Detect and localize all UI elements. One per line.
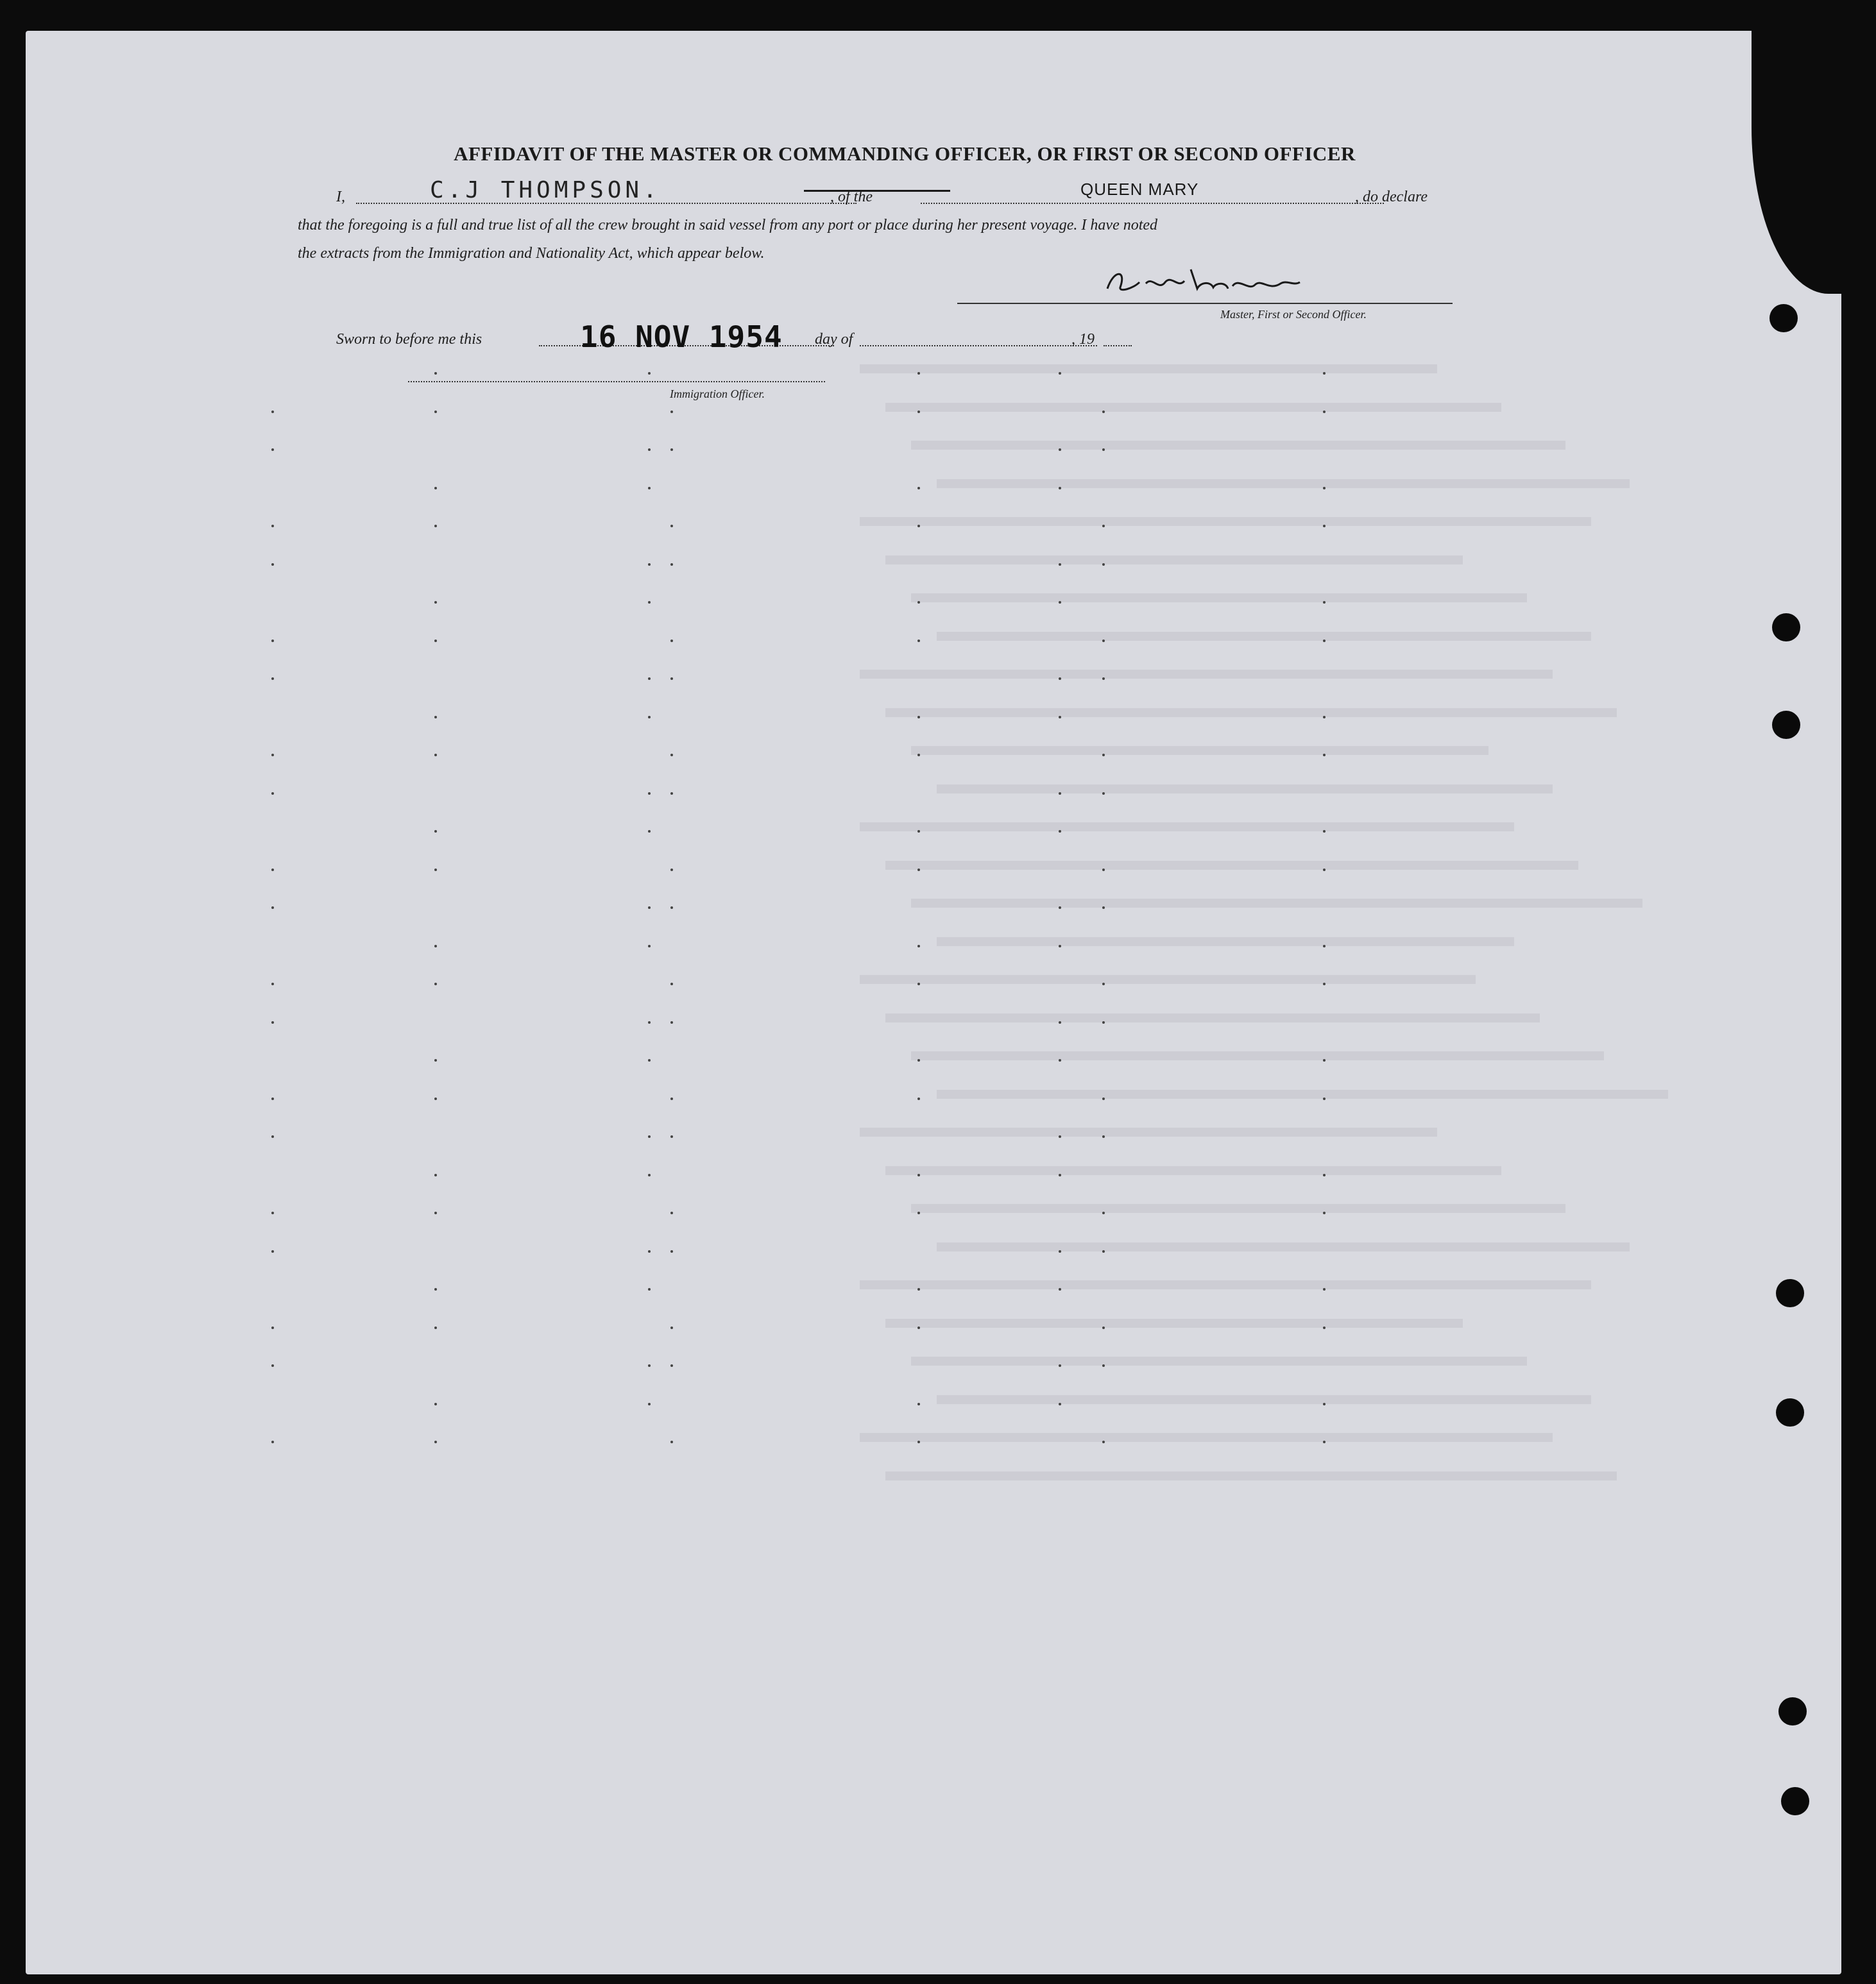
form-dot: [917, 754, 920, 756]
form-dot: [434, 830, 437, 833]
form-dot: [1059, 792, 1061, 795]
form-dot: [1059, 1288, 1061, 1291]
form-dot: [271, 1441, 274, 1443]
declare-prefix: I,: [336, 189, 345, 205]
sworn-label: Sworn to before me this: [336, 331, 482, 348]
form-dot: [670, 677, 673, 680]
bleed-through-line: [937, 1090, 1668, 1099]
form-dot: [670, 1135, 673, 1138]
form-dot: [917, 525, 920, 527]
form-dot: [670, 1021, 673, 1024]
form-dot: [271, 1364, 274, 1367]
form-dot: [271, 1327, 274, 1329]
form-dot: [648, 716, 651, 718]
form-dot: [1323, 525, 1326, 527]
form-dot: [648, 1364, 651, 1367]
form-dot: [648, 1059, 651, 1062]
form-dot: [271, 983, 274, 985]
form-dot: [271, 1098, 274, 1100]
form-dot: [670, 1250, 673, 1253]
punch-hole: [1776, 1398, 1804, 1427]
form-dot: [670, 411, 673, 413]
form-dot: [1059, 830, 1061, 833]
form-dot: [434, 716, 437, 718]
bleed-through-line: [885, 708, 1617, 717]
form-dot: [917, 640, 920, 642]
form-dot: [1102, 563, 1105, 566]
form-dot: [1102, 1212, 1105, 1214]
form-dot: [1102, 983, 1105, 985]
form-dot: [648, 1403, 651, 1405]
bleed-through-line: [937, 1395, 1591, 1404]
form-dot: [1059, 1364, 1061, 1367]
declaration-line-2: that the foregoing is a full and true list of all the crew brought in said vessel from any port or place during her present voyage. I have noted: [298, 217, 1158, 233]
form-dot: [271, 411, 274, 413]
form-dot: [1059, 1135, 1061, 1138]
form-dot: [271, 1250, 274, 1253]
form-dot: [1323, 1098, 1326, 1100]
form-dot: [434, 1212, 437, 1214]
bleed-through-line: [860, 1280, 1591, 1289]
bleed-through-text: [26, 31, 1841, 1974]
form-dot: [670, 525, 673, 527]
form-dot: [434, 1403, 437, 1405]
year-prefix: , 19: [1071, 331, 1095, 348]
punch-hole: [1778, 1697, 1807, 1725]
form-dot: [1059, 1021, 1061, 1024]
form-dot: [917, 1174, 920, 1176]
form-dot: [1323, 1403, 1326, 1405]
form-dot: [271, 906, 274, 909]
form-dot: [1102, 640, 1105, 642]
form-dot: [434, 945, 437, 947]
form-dot: [1059, 601, 1061, 604]
form-dot: [917, 830, 920, 833]
form-dot: [1102, 754, 1105, 756]
form-dot: [1102, 1441, 1105, 1443]
form-dot: [434, 1327, 437, 1329]
form-dot: [434, 1288, 437, 1291]
bleed-through-line: [885, 555, 1463, 564]
form-dot: [1059, 448, 1061, 451]
form-dot: [1102, 1364, 1105, 1367]
form-dot: [271, 1021, 274, 1024]
form-dot: [648, 1288, 651, 1291]
form-dot: [1102, 411, 1105, 413]
form-dot: [434, 1098, 437, 1100]
form-dot: [1323, 372, 1326, 375]
form-dot: [670, 869, 673, 871]
form-dot: [648, 792, 651, 795]
bleed-through-line: [937, 632, 1591, 641]
form-dot: [670, 1441, 673, 1443]
immigration-officer-caption: Immigration Officer.: [670, 387, 765, 400]
form-dot: [917, 411, 920, 413]
form-dot: [1323, 945, 1326, 947]
punch-hole: [1781, 1787, 1809, 1815]
form-dot: [1323, 1212, 1326, 1214]
form-dot: [434, 983, 437, 985]
form-dot: [434, 640, 437, 642]
form-dot: [1102, 869, 1105, 871]
form-dot: [1323, 1174, 1326, 1176]
punch-hole: [1776, 1279, 1804, 1307]
form-dot: [271, 563, 274, 566]
bleed-through-line: [860, 1128, 1437, 1137]
form-dot: [1323, 1288, 1326, 1291]
form-dot: [1059, 372, 1061, 375]
torn-corner: [1752, 24, 1848, 294]
bleed-through-line: [911, 593, 1527, 602]
bleed-through-line: [885, 861, 1578, 870]
form-dot: [1059, 1059, 1061, 1062]
form-dot: [271, 754, 274, 756]
form-dot: [917, 716, 920, 718]
form-dot: [670, 983, 673, 985]
bleed-through-line: [860, 822, 1514, 831]
form-dot: [1323, 1059, 1326, 1062]
form-dot: [670, 1327, 673, 1329]
form-dot: [1059, 716, 1061, 718]
form-dot: [1323, 640, 1326, 642]
officer-name: C.J THOMPSON.: [430, 177, 661, 203]
form-dot: [670, 1098, 673, 1100]
signature-scrawl: [1101, 263, 1306, 301]
form-dot: [1102, 1327, 1105, 1329]
title-rule: [804, 190, 950, 192]
form-dot: [670, 792, 673, 795]
form-dot: [1102, 1098, 1105, 1100]
form-dot: [1059, 677, 1061, 680]
form-dot: [1059, 1403, 1061, 1405]
form-dot: [1102, 448, 1105, 451]
form-dot: [670, 448, 673, 451]
form-dot: [648, 1135, 651, 1138]
form-dot: [648, 906, 651, 909]
bleed-through-line: [885, 1166, 1501, 1175]
form-dot: [1323, 487, 1326, 489]
form-dot: [670, 563, 673, 566]
form-dot: [670, 640, 673, 642]
bleed-through-line: [911, 441, 1565, 450]
form-dot: [648, 1021, 651, 1024]
form-dot: [271, 869, 274, 871]
form-dot: [434, 411, 437, 413]
form-dot: [1323, 601, 1326, 604]
form-dot: [434, 1059, 437, 1062]
form-dot: [648, 601, 651, 604]
signature-caption: Master, First or Second Officer.: [1220, 308, 1367, 321]
form-dot: [917, 1327, 920, 1329]
form-dot: [1102, 525, 1105, 527]
form-dot: [271, 1212, 274, 1214]
bleed-through-line: [911, 899, 1642, 908]
form-dot: [271, 1135, 274, 1138]
form-dot: [1323, 754, 1326, 756]
form-dot: [670, 754, 673, 756]
form-dot: [434, 601, 437, 604]
form-dot: [917, 1212, 920, 1214]
form-dot: [1059, 1250, 1061, 1253]
form-dot: [434, 754, 437, 756]
form-dot: [648, 563, 651, 566]
form-dot: [917, 372, 920, 375]
signature-line: [957, 303, 1453, 304]
form-dot: [917, 869, 920, 871]
do-declare-label: , do declare: [1355, 189, 1428, 205]
form-dot: [1102, 1135, 1105, 1138]
immigration-officer-line: [408, 381, 825, 382]
form-dot: [670, 906, 673, 909]
form-dot: [1059, 487, 1061, 489]
form-dot: [1102, 1250, 1105, 1253]
bleed-through-line: [885, 1013, 1540, 1022]
bleed-through-line: [860, 517, 1591, 526]
form-dot: [648, 372, 651, 375]
bleed-through-line: [937, 784, 1553, 793]
form-dot: [434, 525, 437, 527]
form-dot: [1323, 1327, 1326, 1329]
form-dot: [917, 1288, 920, 1291]
day-of-label: day of: [815, 331, 853, 348]
form-dot: [648, 1250, 651, 1253]
form-dot: [670, 1364, 673, 1367]
form-dot: [917, 1403, 920, 1405]
form-dot: [1102, 792, 1105, 795]
form-dot: [670, 1212, 673, 1214]
form-dot: [648, 830, 651, 833]
bleed-through-line: [911, 1357, 1527, 1366]
form-dot: [917, 1059, 920, 1062]
bleed-through-line: [911, 1051, 1604, 1060]
vessel-line: [921, 203, 1384, 204]
form-dot: [1323, 830, 1326, 833]
form-dot: [434, 1441, 437, 1443]
form-dot: [917, 1098, 920, 1100]
bleed-through-line: [860, 364, 1437, 373]
form-dot: [271, 677, 274, 680]
form-dot: [917, 983, 920, 985]
form-dot: [1059, 906, 1061, 909]
declaration-line-3: the extracts from the Immigration and Nationality Act, which appear below.: [298, 245, 765, 262]
form-dot: [917, 1441, 920, 1443]
of-the-label: , of the: [830, 189, 873, 205]
form-dot: [434, 869, 437, 871]
form-dot: [1102, 677, 1105, 680]
form-dot: [1323, 983, 1326, 985]
form-dot: [917, 601, 920, 604]
form-dot: [648, 487, 651, 489]
year-line: [1104, 345, 1132, 346]
form-dot: [1059, 563, 1061, 566]
bleed-through-line: [937, 479, 1630, 488]
master-signature: [1101, 263, 1306, 307]
form-dot: [1323, 716, 1326, 718]
form-dot: [917, 945, 920, 947]
form-dot: [271, 525, 274, 527]
form-dot: [1059, 945, 1061, 947]
bleed-through-line: [885, 403, 1501, 412]
form-dot: [1323, 869, 1326, 871]
form-dot: [917, 487, 920, 489]
punch-hole: [1772, 613, 1800, 641]
bleed-through-line: [911, 746, 1488, 755]
form-dot: [1059, 1174, 1061, 1176]
form-dot: [648, 448, 651, 451]
form-dot: [1323, 1441, 1326, 1443]
form-dot: [434, 372, 437, 375]
form-dot: [434, 487, 437, 489]
form-dot: [271, 448, 274, 451]
bleed-through-line: [860, 670, 1553, 679]
form-dot: [648, 945, 651, 947]
form-dot: [648, 677, 651, 680]
affidavit-title: AFFIDAVIT OF THE MASTER OR COMMANDING OFFICER, OR FIRST OR SECOND OFFICER: [454, 142, 1356, 165]
punch-hole: [1772, 711, 1800, 739]
form-dot: [1323, 411, 1326, 413]
bleed-through-line: [860, 975, 1476, 984]
document-page: [26, 31, 1841, 1974]
form-dot: [271, 792, 274, 795]
date-stamp: 16 NOV 1954: [580, 319, 783, 354]
bleed-through-line: [860, 1433, 1553, 1442]
form-dot: [271, 640, 274, 642]
bleed-through-line: [885, 1319, 1463, 1328]
form-dot: [648, 1174, 651, 1176]
form-dot: [434, 1174, 437, 1176]
bleed-through-line: [937, 937, 1514, 946]
form-dot: [1102, 906, 1105, 909]
month-line: [860, 345, 1097, 346]
punch-hole: [1769, 304, 1798, 332]
bleed-through-line: [937, 1242, 1630, 1251]
vessel-name: QUEEN MARY: [1080, 180, 1199, 199]
form-dot: [1102, 1021, 1105, 1024]
bleed-through-line: [911, 1204, 1565, 1213]
bleed-through-line: [885, 1471, 1617, 1480]
